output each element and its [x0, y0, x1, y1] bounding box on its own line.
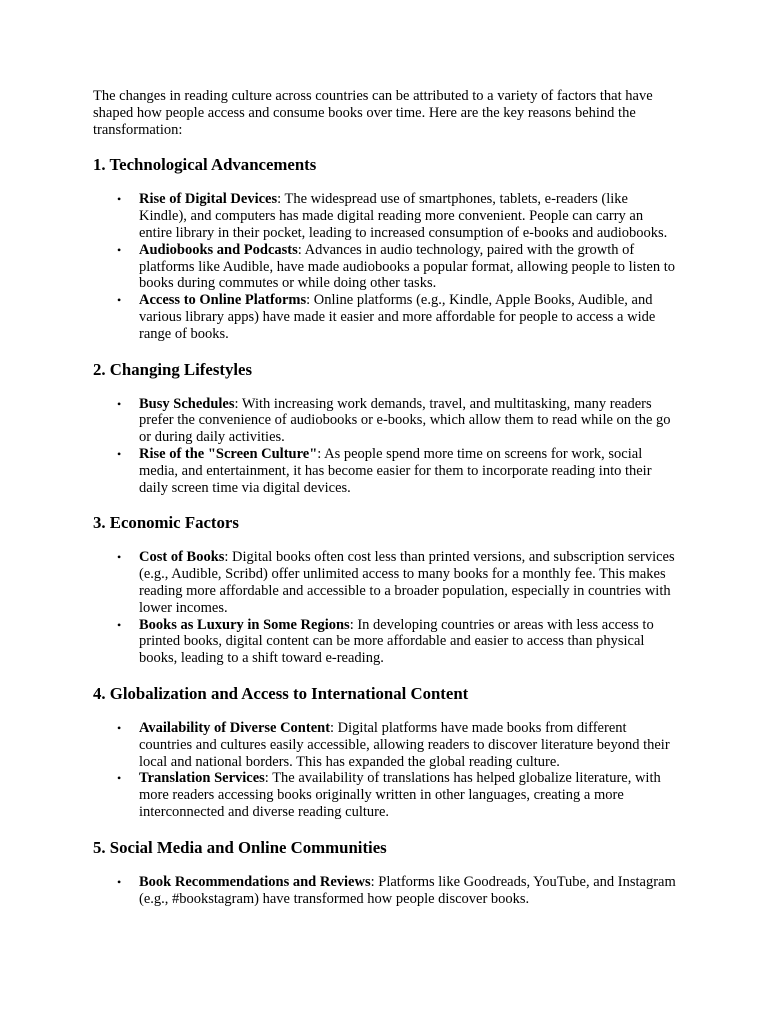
item-text: : Digital books often cost less than printed versions, and subscription services (e.g., Audible, Scribd) offer unlimited access to many books for a monthly fee. This makes reading more affordable and accessible to a broader population, especially in countries with lower incomes. [139, 549, 675, 616]
item-text: : Advances in audio technology, paired with the growth of platforms like Audible, have made audiobooks a popular format, allowing people to listen to books during commutes or while doing other tasks. [139, 241, 675, 292]
bullet-icon: • [117, 550, 122, 565]
item-term: Access to Online Platforms [139, 292, 307, 309]
bullet-list [93, 720, 676, 821]
item-term: Books as Luxury in Some Regions [139, 616, 350, 633]
section-heading: 5. Social Media and Online Communities [93, 837, 387, 857]
bullet-icon: • [117, 396, 122, 411]
bullet-icon: • [117, 293, 122, 308]
list-item [93, 549, 679, 616]
bullet-list [93, 549, 676, 667]
section-social-media [93, 838, 676, 908]
bullet-icon: • [117, 617, 122, 632]
list-item [93, 292, 679, 342]
intro-paragraph: The changes in reading culture across countries can be attributed to a variety of factors that have shaped how people access and consume books over time. Here are the key reasons behind the transformation: [93, 88, 653, 138]
bullet-list [93, 396, 676, 497]
item-text: : Online platforms (e.g., Kindle, Apple Books, Audible, and various library apps) have made it easier and more affordable for people to access a wide range of books. [139, 292, 656, 342]
bullet-icon: • [117, 446, 122, 461]
bullet-icon: • [117, 720, 122, 735]
list-item [93, 770, 679, 820]
section-technological-advancements [93, 155, 676, 342]
item-term: Book Recommendations and Reviews [139, 873, 371, 890]
bullet-icon: • [117, 242, 122, 257]
item-text: : With increasing work demands, travel, and multitasking, many readers prefer the convenience of audiobooks or e-books, which allow them to read while on the go or during daily activities. [139, 395, 671, 446]
section-globalization [93, 684, 676, 821]
item-text: : Digital platforms have made books from different countries and cultures easily accessible, allowing readers to discover literature beyond their local and national borders. This has expanded the global reading culture. [139, 719, 670, 770]
list-item [93, 446, 679, 496]
list-item [93, 617, 679, 667]
section-heading: 1. Technological Advancements [93, 155, 317, 175]
list-item [93, 396, 679, 446]
item-term: Rise of the "Screen Culture" [139, 445, 318, 462]
item-text: : Platforms like Goodreads, YouTube, and Instagram (e.g., #bookstagram) have transformed how people discover books. [139, 873, 676, 907]
list-item [93, 874, 679, 908]
item-text: : As people spend more time on screens for work, social media, and entertainment, it has become easier for them to incorporate reading into their daily screen time via digital devices. [139, 445, 652, 496]
item-term: Translation Services [139, 770, 265, 787]
section-heading: 3. Economic Factors [93, 513, 239, 533]
item-term: Busy Schedules [139, 395, 235, 412]
list-item [93, 720, 679, 770]
list-item [93, 242, 679, 292]
bullet-icon: • [117, 874, 122, 889]
bullet-icon: • [117, 192, 122, 207]
list-item [93, 191, 679, 241]
bullet-list [93, 874, 676, 908]
bullet-list [93, 191, 676, 342]
item-term: Cost of Books [139, 549, 225, 566]
item-term: Rise of Digital Devices [139, 191, 278, 208]
item-term: Availability of Diverse Content [139, 719, 331, 736]
bullet-icon: • [117, 771, 122, 786]
section-changing-lifestyles [93, 360, 676, 497]
item-text: : The availability of translations has helped globalize literature, with more readers accessing books originally written in other languages, creating a more interconnected and diverse reading culture. [139, 770, 661, 820]
item-term: Audiobooks and Podcasts [139, 241, 298, 258]
section-heading: 4. Globalization and Access to International Content [93, 683, 469, 703]
section-heading: 2. Changing Lifestyles [93, 359, 252, 379]
section-economic-factors [93, 513, 676, 667]
item-text: : In developing countries or areas with less access to printed books, digital content can be more affordable and easier to access than physical books, leading to a shift toward e-reading. [139, 616, 654, 667]
item-text: : The widespread use of smartphones, tablets, e-readers (like Kindle), and computers has made digital reading more convenient. People can carry an entire library in their pocket, leading to increased consumption of e-books and audiobooks. [139, 191, 668, 241]
